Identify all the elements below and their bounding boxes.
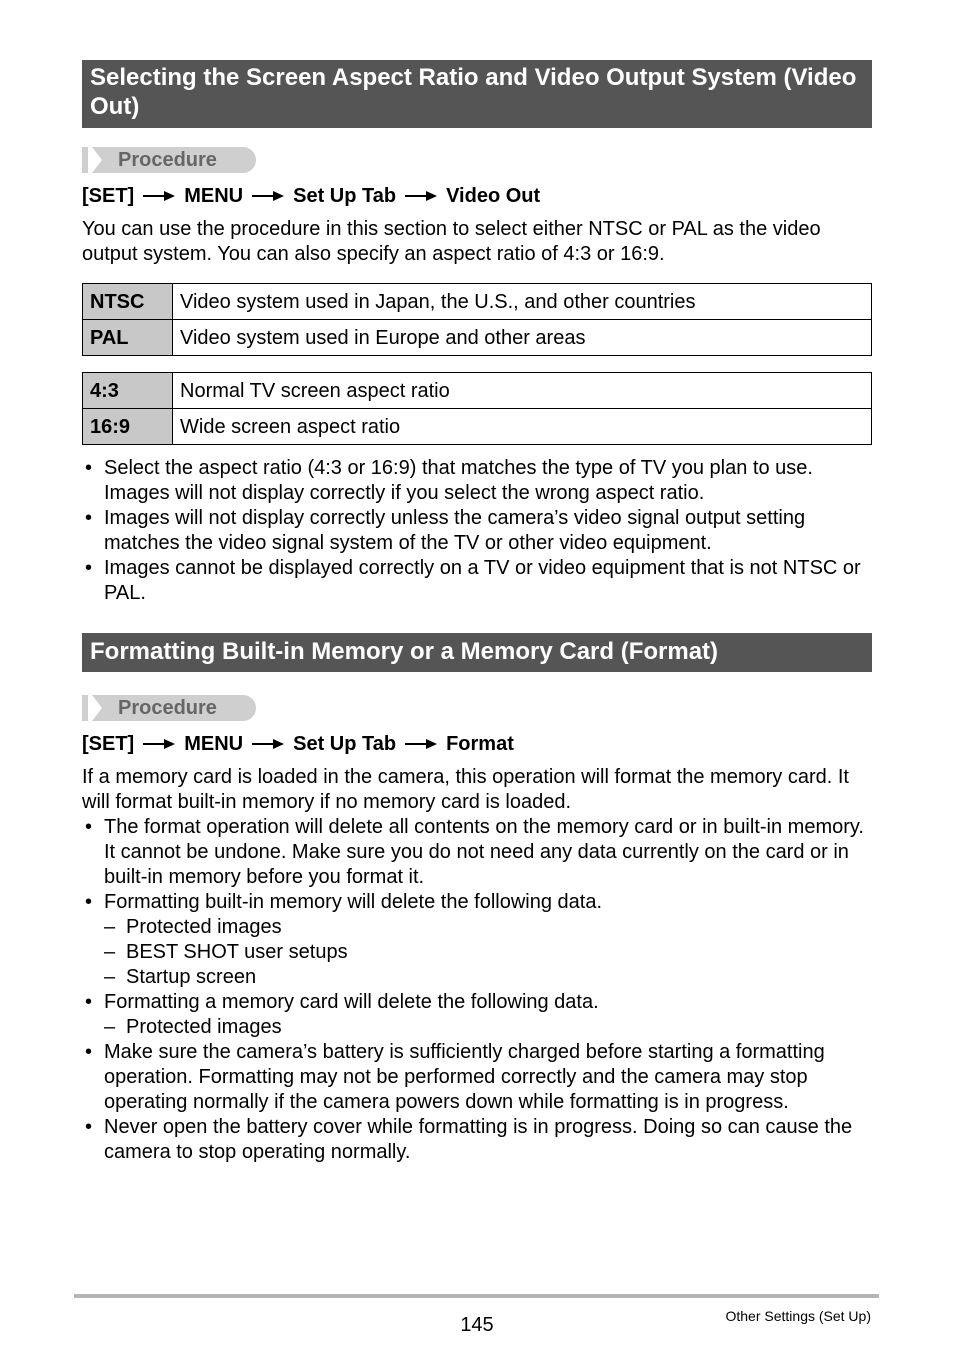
notes-list xyxy=(82,456,872,606)
list-item-text: Formatting a memory card will delete the following data. xyxy=(104,991,599,1013)
sub-list xyxy=(104,915,872,990)
procedure-badge xyxy=(82,147,256,173)
arrow-right-icon xyxy=(404,190,438,202)
list-item: • Select the aspect ratio (4:3 or 16:9) that matches the type of TV you plan to use. Images will not display correctly if you select the wrong aspect ratio. xyxy=(82,456,872,506)
footer-section-name: Other Settings (Set Up) xyxy=(725,1308,871,1324)
aspect-ratio-table xyxy=(82,372,872,445)
table-desc: Video system used in Europe and other areas xyxy=(173,320,872,356)
list-item-text: Never open the battery cover while formatting is in progress. Doing so can cause the camera to stop operating normally. xyxy=(104,1116,853,1163)
notes-list xyxy=(82,815,872,1165)
sub-list-item: – Startup screen xyxy=(104,965,872,990)
path-step: Set Up Tab xyxy=(293,185,397,207)
table-desc: Video system used in Japan, the U.S., and other countries xyxy=(173,284,872,320)
sub-list-item: – BEST SHOT user setups xyxy=(104,940,872,965)
arrow-right-icon xyxy=(142,738,176,750)
procedure-label: Procedure xyxy=(118,149,217,171)
section-title-format: Formatting Built-in Memory or a Memory Card (Format) xyxy=(82,633,872,672)
list-item xyxy=(82,990,872,1040)
intro-paragraph: You can use the procedure in this section to select either NTSC or PAL as the video output system. You can also specify an aspect ratio of 4:3 or 16:9. xyxy=(82,218,821,265)
list-item xyxy=(82,815,872,890)
list-item: • Images will not display correctly unless the camera’s video signal output setting matches the video signal system of the TV or other video equipment. xyxy=(82,506,872,556)
arrow-right-icon xyxy=(404,738,438,750)
sub-list-item: – Protected images xyxy=(104,915,872,940)
section-title-video-out: Selecting the Screen Aspect Ratio and Video Output System (Video Out) xyxy=(82,60,872,128)
table-row xyxy=(83,320,872,356)
table-desc: Normal TV screen aspect ratio xyxy=(173,373,872,409)
list-item-text: Make sure the camera’s battery is sufficiently charged before starting a formatting operation. Formatting may not be performed correctly and the camera may stop operating normally if the camera powers down while formatting is in progress. xyxy=(104,1041,825,1113)
footer-divider xyxy=(74,1294,879,1298)
list-item-text: Formatting built-in memory will delete the following data. xyxy=(104,891,602,913)
procedure-badge xyxy=(82,695,256,721)
path-step: [SET] xyxy=(82,733,135,755)
sub-list-item: – Protected images xyxy=(104,1015,872,1040)
table-key: 16:9 xyxy=(83,409,173,445)
table-key: PAL xyxy=(83,320,173,356)
path-step: Set Up Tab xyxy=(293,733,397,755)
menu-path xyxy=(82,184,540,208)
table-row xyxy=(83,284,872,320)
procedure-label: Procedure xyxy=(118,697,217,719)
path-step: Format xyxy=(446,733,514,755)
menu-path xyxy=(82,732,514,756)
arrow-right-icon xyxy=(251,738,285,750)
path-step: MENU xyxy=(184,733,244,755)
table-key: 4:3 xyxy=(83,373,173,409)
list-item-text: The format operation will delete all contents on the memory card or in built-in memory. It cannot be undone. Make sure you do not need any data currently on the card or in built-in memory before you format it. xyxy=(104,816,864,888)
sub-list xyxy=(104,1015,872,1040)
path-step: [SET] xyxy=(82,185,135,207)
list-item xyxy=(82,1040,872,1115)
table-row xyxy=(83,409,872,445)
page-number: 145 xyxy=(460,1314,494,1336)
path-step: MENU xyxy=(184,185,244,207)
table-key: NTSC xyxy=(83,284,173,320)
list-item xyxy=(82,1115,872,1165)
table-row xyxy=(83,373,872,409)
video-system-table xyxy=(82,283,872,356)
arrow-right-icon xyxy=(251,190,285,202)
arrow-right-icon xyxy=(142,190,176,202)
list-item: • Images cannot be displayed correctly on a TV or video equipment that is not NTSC or PAL. xyxy=(82,556,872,606)
table-desc: Wide screen aspect ratio xyxy=(173,409,872,445)
intro-paragraph: If a memory card is loaded in the camera, this operation will format the memory card. It will format built-in memory if no memory card is loaded. xyxy=(82,766,849,813)
list-item xyxy=(82,890,872,990)
path-step: Video Out xyxy=(446,185,541,207)
